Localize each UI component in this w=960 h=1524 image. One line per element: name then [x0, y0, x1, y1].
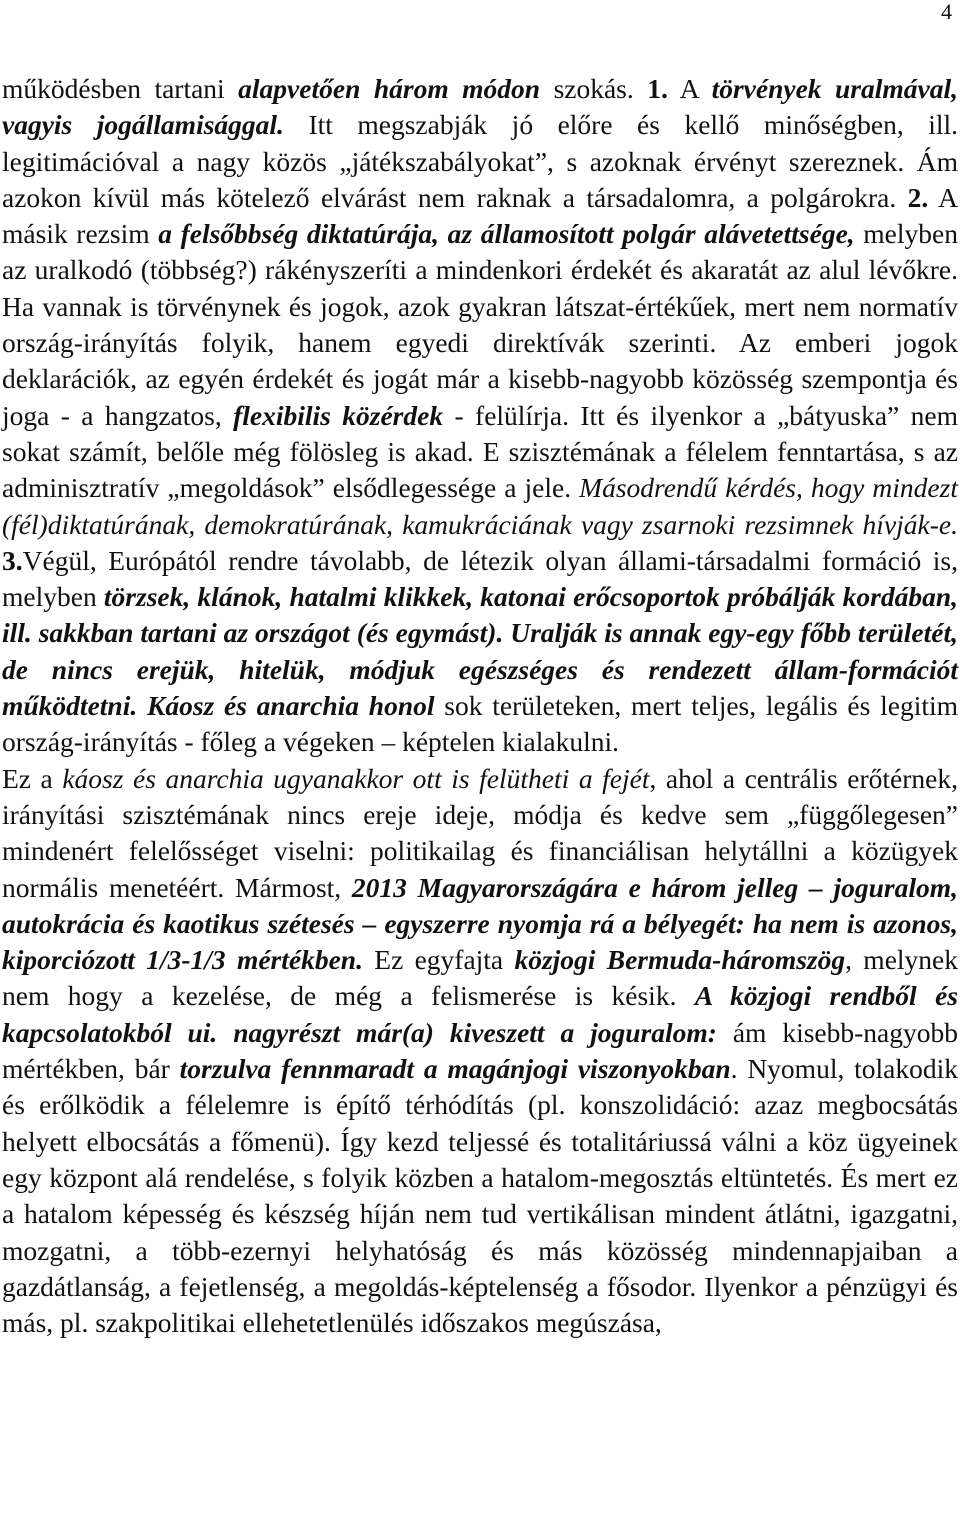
emphasis-text: alapvetően három módon: [238, 73, 541, 104]
page-number: 4: [941, 0, 952, 24]
text-run: szokás.: [540, 73, 648, 104]
list-number: 1.: [647, 73, 668, 104]
document-body: [2, 71, 958, 1341]
text-run: Itt megszabják jó előre és kellő minőségben, ill. legitimációval a nagy közös „játékszabályokat”, s azoknak érvényt szereznek. Ám azokon kívül más kötelező elvárást nem raknak a társadalomra, a polgárokra.: [2, 109, 958, 213]
text-run: , ahol a centrális erőtérnek, irányítási szisztémának nincs ereje ideje, módja és kedve sem „függőlegesen” mindenért felelősséget viselni: politikailag és financiálisan helytállni a közügyek normális menetéért. Mármost,: [2, 762, 958, 903]
emphasis-text: 2013 Magyarországára e három jelleg – joguralom, autokrácia és kaotikus szétesés – egyszerre nyomja rá a bélyegét: ha nem is azonos, kiporciózott 1/3-1/3 mértékben.: [2, 871, 959, 976]
text-run: Ez a: [2, 762, 63, 794]
emphasis-text: a felsőbbség diktatúrája, az államosított polgár alávetettsége,: [158, 218, 855, 250]
text-run: Végül, Európától rendre távolabb, de létezik olyan állami-társadalmi formáció is, melyben: [2, 544, 958, 613]
emphasis-text: torzulva fennmaradt a magánjogi viszonyokban: [179, 1053, 731, 1085]
italic-text: káosz és anarchia ugyanakkor ott is felütheti a fejét: [62, 762, 650, 794]
text-run: - felülírja. Itt és ilyenkor a „bátyuska” nem sokat számít, belőle még fölösleg is akad. E szisztémának a félelem fenntartása, s az adminisztratív „megoldások” elsődlegessége a jele.: [2, 399, 958, 504]
text-run: ám kisebb-nagyobb mértékben, bár: [2, 1016, 958, 1085]
text-run: A másik rezsim: [2, 181, 958, 250]
emphasis-text: törzsek, klánok, hatalmi klikkek, katonai erőcsoportok próbálják kordában, ill. sakkban tartani az országot (és egymást). Uralják is annak egy-egy főbb területét, de nincs erejük, hitelük, módjuk egészséges és rendezett állam-formációt működtetni. Káosz és anarchia honol: [2, 581, 958, 722]
emphasis-text: közjogi Bermuda-háromszög: [514, 944, 846, 976]
emphasis-text: flexibilis közérdek: [233, 399, 444, 431]
italic-text: Másodrendű kérdés, hogy mindezt (fél)diktatúrának, demokratúrának, kamukráciának vagy zsarnoki rezsimnek hívják-e.: [2, 472, 958, 540]
text-run: sok területeken, mert teljes, legális és legitim ország-irányítás - főleg a végeken – képtelen kialakulni.: [2, 690, 958, 758]
text-run: Ez egyfajta: [362, 944, 515, 976]
emphasis-text: A közjogi rendből és kapcsolatokból ui. nagyrészt már(a) kiveszett a joguralom:: [2, 980, 958, 1048]
text-run: . Nyomul, tolakodik és erőlködik a félelemre is építő térhódítás (pl. konszolidáció: azaz megbocsátás helyett elbocsátás a főmenü). Így kezd teljessé és totalitáriussá válni a köz ügyeinek egy központ alá rendelése, s folyik közben a hatalom-megosztás eltüntetés. És mert ez a hatalom képesség és készség híján nem tud vertikálisan mindent átlátni, igazgatni, mozgatni, a több-ezernyi helyhatóság és más közösség mindennapjaiban a gazdátlanság, a fejetlenség, a megoldás-képtelenség a fősodor. Ilyenkor a pénzügyi és más, pl. szakpolitikai ellehetetlenülés időszakos megúszása,: [2, 1053, 958, 1339]
paragraph-2: [2, 763, 958, 1338]
list-number: 2.: [907, 181, 929, 213]
paragraph-1: [2, 73, 958, 757]
text-run: melyben az uralkodó (többség?) rákényszeríti a mindenkori érdekét és akaratát az alul lévőkre. Ha vannak is törvénynek és jogok, azok gyakran látszat-értékűek, mert nem normatív ország-irányítás folyik, hanem egyedi direktívák szerinti. Az emberi jogok deklarációk, az egyén érdekét és jogát már a kisebb-nagyobb közösség szempontja és joga - a hangzatos,: [2, 218, 958, 431]
list-number: 3.: [2, 544, 23, 576]
text-run: , melynek nem hogy a kezelése, de még a felismerése is késik.: [2, 944, 958, 1012]
text-run: működésben tartani: [2, 73, 239, 104]
emphasis-text: törvények uralmával, vagyis jogállamisággal.: [2, 73, 959, 141]
text-run: A: [667, 73, 712, 104]
